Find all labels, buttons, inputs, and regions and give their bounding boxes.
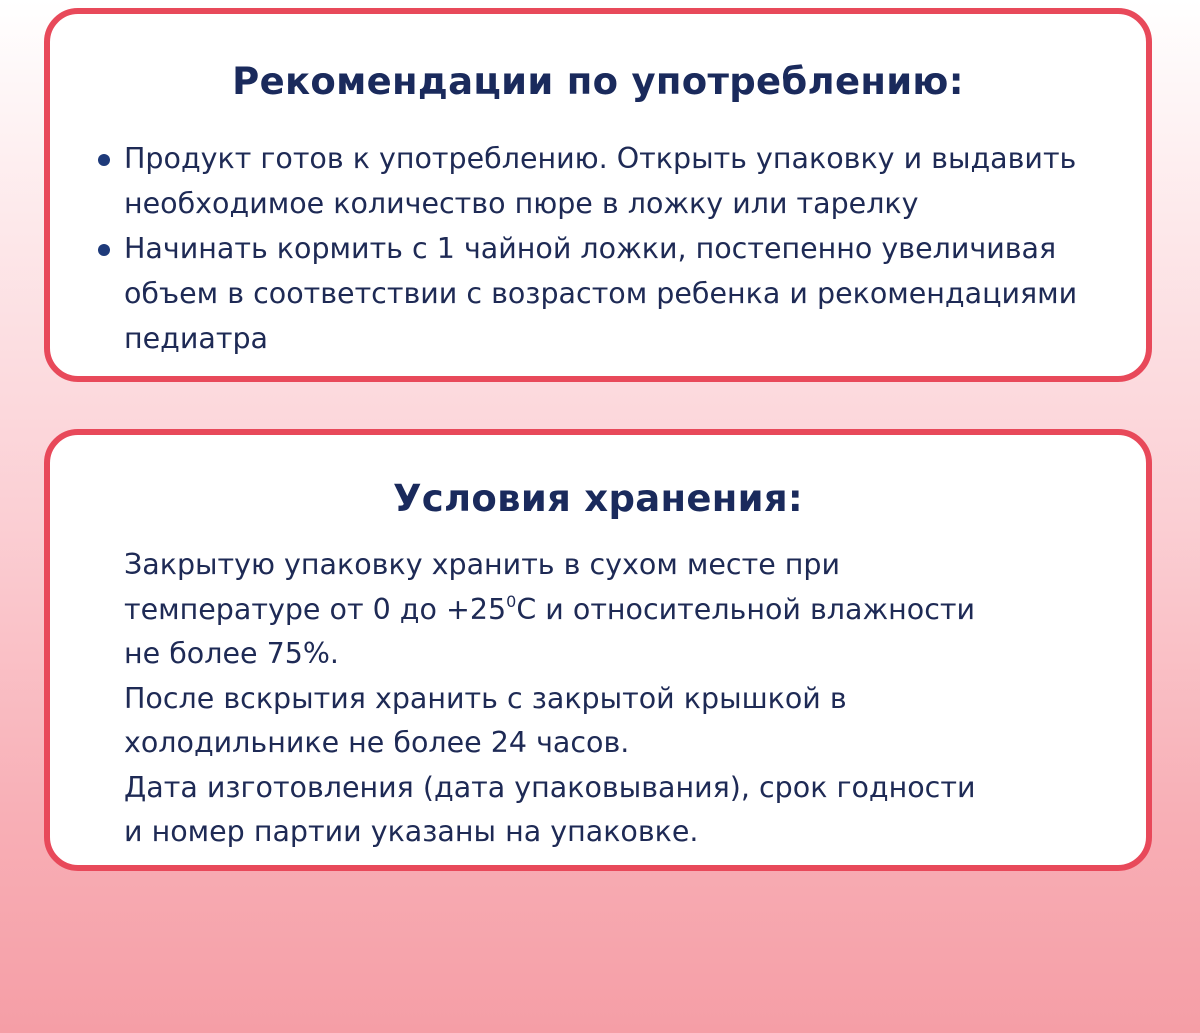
bullet-dot-icon: [98, 154, 110, 166]
storage-conditions-text: [124, 543, 1124, 855]
degree-superscript: 0: [506, 591, 517, 611]
usage-item-ready-text: Продукт готов к употреблению. Открыть упаковку и выдавить необходимое количество пюре в ложку или тарелку: [124, 142, 1077, 220]
usage-item-feeding-text: Начинать кормить с 1 чайной ложки, постепенно увеличивая объем в соответствии с возрастом ребенка и рекомендациями педиатра: [124, 232, 1078, 355]
storage-line-7: и номер партии указаны на упаковке.: [124, 815, 699, 848]
storage-line-2-end: С и относительной влажности: [516, 592, 976, 626]
storage-conditions-title: Условия хранения:: [392, 477, 804, 520]
storage-line-4: После вскрытия хранить с закрытой крышкой в: [124, 681, 847, 715]
bullet-dot-icon: [98, 244, 110, 256]
usage-recommendations-list: [96, 136, 1136, 361]
storage-line-5: холодильнике не более 24 часов.: [124, 726, 630, 759]
storage-line-2: [124, 588, 1124, 633]
storage-line-6: Дата изготовления (дата упаковывания), срок годности: [124, 770, 976, 804]
storage-line-2-start: температуре от 0 до +25: [124, 592, 507, 626]
storage-line-3: не более 75%.: [124, 637, 339, 670]
usage-recommendations-title: Рекомендации по употреблению:: [232, 60, 964, 103]
usage-item-feeding: [96, 226, 1136, 361]
usage-recommendations-card: [44, 8, 1152, 382]
usage-item-ready: [96, 136, 1136, 226]
storage-conditions-card: [44, 429, 1152, 871]
storage-line-1: Закрытую упаковку хранить в сухом месте при: [124, 548, 841, 581]
